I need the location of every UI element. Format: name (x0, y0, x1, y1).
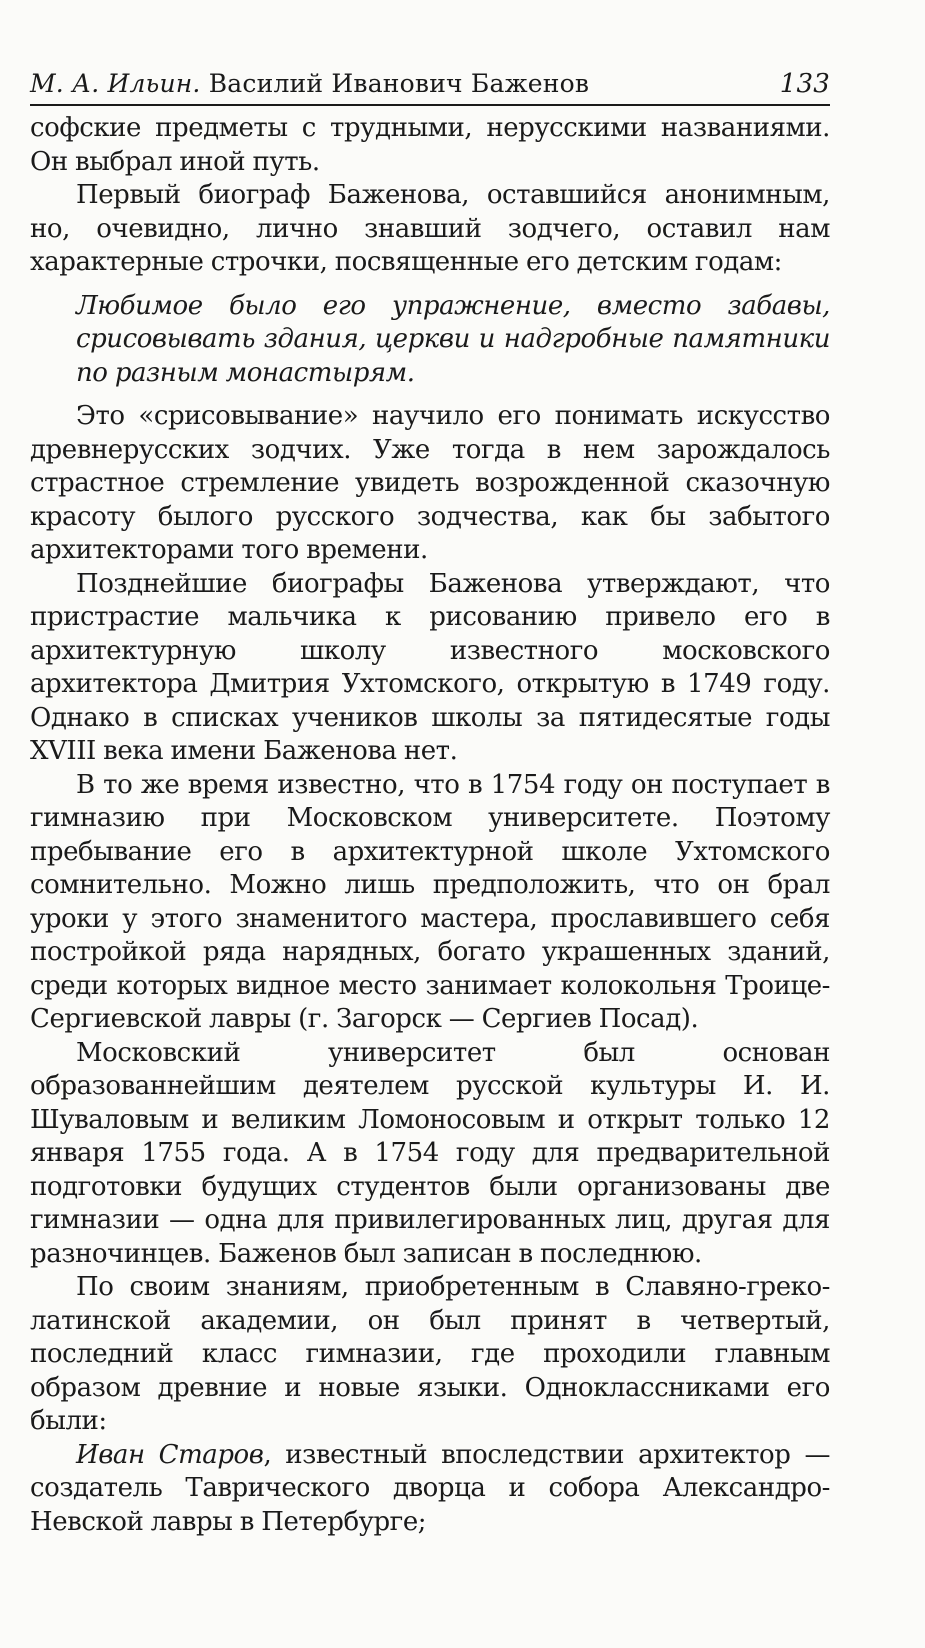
paragraph: По своим знаниям, приобретенным в Славяно-греко-латинской академии, он был принят в четвертый, последний класс гимназии, где проходили главным образом древние и новые языки. Одноклассниками его были: (30, 1272, 830, 1436)
paragraph: Позднейшие биографы Баженова утверждают, что пристрастие мальчика к рисованию привело его в архитектурную школу известного московского архитектора Дмитрия Ухтомского, открытую в 1749 году. Однако в списках учеников школы за пятидесятые годы XVIII века имени Баженова нет. (30, 568, 830, 766)
header-author: М. А. Ильин. (30, 69, 201, 98)
classmate-name: Иван Старов (76, 1439, 264, 1470)
header-title: Василий Иванович Баженов (208, 69, 590, 98)
paragraph: В то же время известно, что в 1754 году он поступает в гимназию при Московском университете. Поэтому пребывание его в архитектурной школе Ухтомского сомнительно. Можно лишь предположить, что он брал уроки у этого знаменитого мастера, прославившего себя постройкой ряда нарядных, богато украшенных зданий, среди которых видное место занимает колокольня Троице-Сергиевской лавры (г. Загорск — Сергиев Посад). (30, 769, 830, 1034)
running-header (30, 68, 830, 106)
header-left (30, 68, 589, 100)
body-text (30, 112, 830, 1539)
page-number: 133 (779, 69, 830, 99)
paragraph: софские предметы с трудными, нерусскими названиями. Он выбрал иной путь. (30, 113, 830, 177)
block-quote: Любимое было его упражнение, вместо забавы, срисовывать здания, церкви и надгробные памятники по разным монастырям. (76, 290, 830, 388)
paragraph (30, 1439, 830, 1540)
paragraph: Первый биограф Баженова, оставшийся анонимным, но, очевидно, лично знавший зодчего, оставил нам характерные строчки, посвященные его детским годам: (30, 180, 830, 277)
paragraph: Это «срисовывание» научило его понимать искусство древнерусских зодчих. Уже тогда в нем зарождалось страстное стремление увидеть возрожденной сказочную красоту былого русского зодчества, как бы забытого архитекторами того времени. (30, 401, 830, 565)
book-page (30, 68, 830, 1539)
paragraph: Московский университет был основан образованнейшим деятелем русской культуры И. И. Шуваловым и великим Ломоносовым и открыт только 12 января 1755 года. А в 1754 году для предварительной подготовки будущих студентов были организованы две гимназии — одна для привилегированных лиц, другая для разночинцев. Баженов был записан в последнюю. (30, 1037, 830, 1269)
paragraph-text: , известный впоследствии архитектор — создатель Таврического дворца и собора Александро-Невской лавры в Петербурге; (30, 1439, 830, 1537)
